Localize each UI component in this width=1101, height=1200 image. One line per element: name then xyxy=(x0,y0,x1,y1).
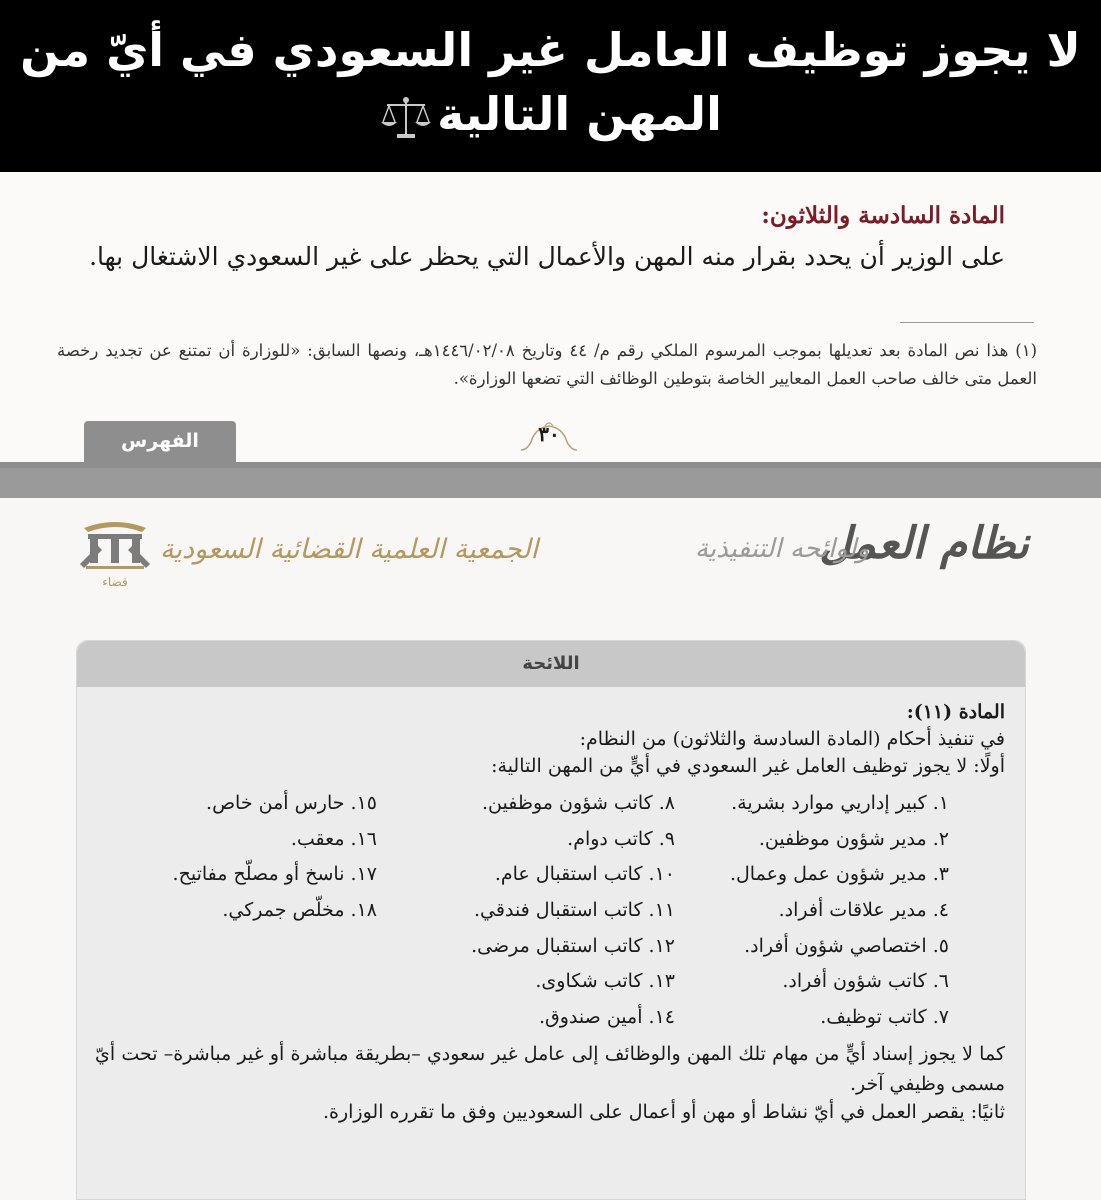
footnote: (١) هذا نص المادة بعد تعديلها بموجب المرسوم الملكي رقم م/ ٤٤ وتاريخ ١٤٤٦/٠٢/٠٨هـ، ونصها السابق: «للوزارة أن تمتنع عن تجديد رخصة العمل متى خالف صاحب العمل المعايير الخاصة بتوطين الوظائف التي تضعها الوزارة». xyxy=(57,341,1037,388)
page-divider xyxy=(0,468,1101,498)
profession-item: ١٣. كاتب شكاوى. xyxy=(535,970,675,993)
article-36-body: على الوزير أن يحدد بقرار منه المهن والأعمال التي يحظر على غير السعودي الاشتغال بها. xyxy=(89,242,1005,271)
book-logo xyxy=(679,518,1029,580)
profession-item: ١٦. معقب. xyxy=(290,827,377,850)
profession-item: ١١. كاتب استقبال فندقي. xyxy=(474,899,675,922)
professions-list xyxy=(95,786,1005,1036)
profession-item: ٦. كاتب شؤون أفراد. xyxy=(782,970,949,993)
banner-line-2-text: المهن التالية xyxy=(437,87,722,141)
book-title: نظام العمل xyxy=(819,518,1029,569)
regulation-first-clause: أولًا: لا يجوز توظيف العامل غير السعودي في أيٍّ من المهن التالية: xyxy=(491,755,1005,777)
profession-item: ١٤. أمين صندوق. xyxy=(539,1006,675,1029)
title-banner xyxy=(0,0,1101,172)
association-mark: قضاء xyxy=(102,575,128,589)
article-11-label: المادة (١١): xyxy=(906,701,1005,723)
book-page-lower xyxy=(0,498,1101,1200)
profession-item: ١٥. حارس أمن خاص. xyxy=(206,792,377,814)
scales-of-justice-icon xyxy=(379,96,433,140)
banner-line-1: لا يجوز توظيف العامل غير السعودي في أيّ من xyxy=(20,23,1081,77)
profession-item: ٢. مدير شؤون موظفين. xyxy=(758,827,949,850)
regulation-closing: كما لا يجوز إسناد أيٍّ من مهام تلك المهن والوظائف إلى عامل غير سعودي –بطريقة مباشرة أو غير مباشرة– تحت أيّ مسمى وظيفي آخر. xyxy=(95,1043,1005,1095)
profession-item: ١٧. ناسخ أو مصلّح مفاتيح. xyxy=(172,863,377,886)
association-logo-icon xyxy=(70,518,160,590)
professions-column-3 xyxy=(173,786,377,929)
profession-item: ١٢. كاتب استقبال مرضى. xyxy=(471,934,675,957)
regulation-content xyxy=(95,699,1005,1126)
professions-column-2 xyxy=(471,786,675,1036)
association-name: الجمعية العلمية القضائية السعودية xyxy=(160,534,539,565)
profession-item: ١. كبير إداريي موارد بشرية. xyxy=(731,792,949,814)
profession-item: ٣. مدير شؤون عمل وعمال. xyxy=(729,863,949,886)
profession-item: ٩. كاتب دوام. xyxy=(567,827,675,850)
regulation-second-clause: ثانيًا: يقصر العمل في أيّ نشاط أو مهن أو أعمال على السعوديين وفق ما تقرره الوزارة. xyxy=(322,1101,1005,1123)
page-number-text: ٣٠ xyxy=(538,422,560,446)
banner-line-2 xyxy=(0,82,1101,146)
article-36-title: المادة السادسة والثلاثون: xyxy=(761,202,1005,229)
page-number xyxy=(517,420,581,454)
profession-item: ١٨. مخلّص جمركي. xyxy=(222,899,377,922)
professions-column-1 xyxy=(730,786,949,1036)
regulation-intro: في تنفيذ أحكام (المادة السادسة والثلاثون) من النظام: xyxy=(579,728,1005,750)
regulation-header: اللائحة xyxy=(77,641,1025,687)
regulation-box xyxy=(76,640,1026,1200)
book-page-upper xyxy=(0,172,1101,472)
profession-item: ٤. مدير علاقات أفراد. xyxy=(778,899,949,922)
profession-item: ١٠. كاتب استقبال عام. xyxy=(494,863,675,886)
profession-item: ٥. اختصاصي شؤون أفراد. xyxy=(744,934,949,957)
footnote-separator xyxy=(900,322,1034,323)
index-tab[interactable]: الفهرس xyxy=(84,421,236,462)
profession-item: ٨. كاتب شؤون موظفين. xyxy=(482,792,675,814)
profession-item: ٧. كاتب توظيف. xyxy=(820,1006,949,1029)
book-subtitle: ولوائحه التنفيذية xyxy=(694,534,869,564)
